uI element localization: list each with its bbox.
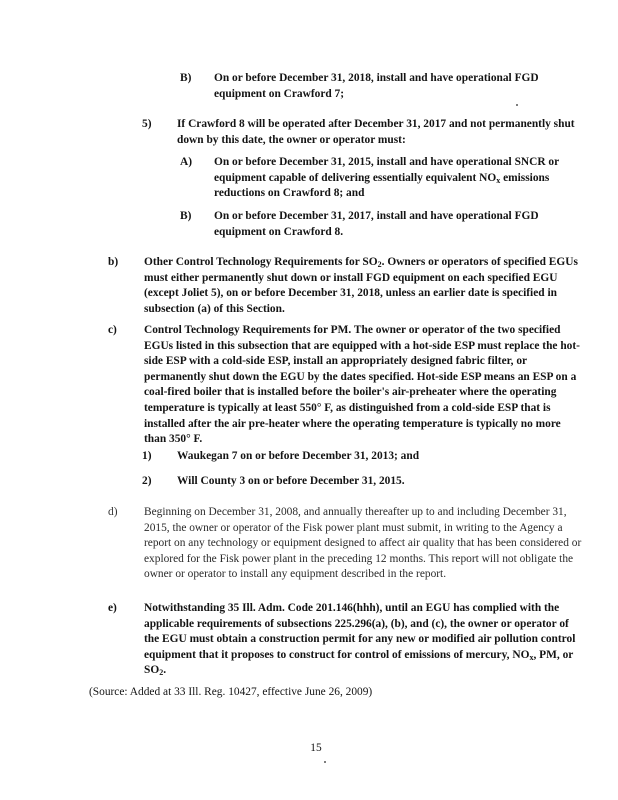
scan-speck (516, 104, 518, 106)
paragraph-crawford7-fgd: On or before December 31, 2018, install and have operational FGD equipment on Crawford 7; (214, 72, 539, 100)
item-label: 1) (142, 450, 152, 462)
paragraph-fisk-report: Beginning on December 31, 2008, and annually thereafter up to and including December 31, 2015, the owner or operator of the Fisk power plant must submit, in writing to the Agency a report on any technology or equipment designed to affect air quality that has been considered or explored for the Fisk power plant in the preceding 12 months. This report will not obligate the owner or operator to install any equipment described in the report. (144, 506, 582, 581)
source-note: (Source: Added at 33 Ill. Reg. 10427, effective June 26, 2009) (89, 686, 373, 698)
item-label: c) (108, 324, 117, 336)
paragraph-crawford8-condition: If Crawford 8 will be operated after December 31, 2017 and not permanently shut down by this date, the owner or operator must: (177, 118, 575, 146)
paragraph-pm-requirements: Control Technology Requirements for PM. The owner or operator of the two specified EGUs listed in this subsection that are equipped with a hot-side ESP must replace the hot-side ESP with a cold-side ESP, install an appropriately designed fabric filter, or permanently shut down the EGU by the dates specified. Hot-side ESP means an ESP on a coal-fired boiler that is installed before the boiler's air-preheater where the operating temperature is typically at least 550° F, as distinguished from a cold-side ESP that is installed after the air pre-heater where the operating temperature is typically no more than 350° F. (144, 324, 580, 446)
item-label: B) (180, 210, 192, 222)
item-label: B) (180, 72, 192, 84)
item-label: e) (108, 602, 117, 614)
paragraph-construction-permit: Notwithstanding 35 Ill. Adm. Code 201.146(hhh), until an EGU has complied with the applicable requirements of subsections 225.296(a), (b), and (c), the owner or operator of the EGU must obtain a construction permit for any new or modified air pollution control equipment that it proposes to construct for control of emissions of mercury, $NO_x$, PM, or $SO_2$. (144, 602, 576, 678)
paragraph-crawford8-fgd: On or before December 31, 2017, install and have operational FGD equipment on Crawford 8. (214, 210, 539, 238)
item-label: 5) (142, 118, 152, 130)
item-label: 2) (142, 475, 152, 487)
paragraph-will-county3: Will County 3 on or before December 31, 2015. (177, 475, 405, 487)
page-number: 15 (310, 742, 322, 754)
item-label: A) (180, 156, 193, 168)
paragraph-so2-requirements: Other Control Technology Requirements for $SO_2$. Owners or operators of specified EGUs must either permanently shut down or install FGD equipment on each specified EGU (except Joliet 5), on or before December 31, 2018, unless an earlier date is specified in subsection (a) of this Section. (144, 256, 578, 315)
paragraph-waukegan7: Waukegan 7 on or before December 31, 2013; and (177, 450, 420, 462)
item-label: b) (108, 256, 119, 268)
scan-speck (324, 761, 326, 763)
paragraph-crawford8-sncr: On or before December 31, 2015, install and have operational SNCR or equipment capable of delivering essentially equivalent $NO_x$ emissions reductions on Crawford 8; and (214, 156, 559, 200)
item-label: d) (108, 506, 118, 518)
